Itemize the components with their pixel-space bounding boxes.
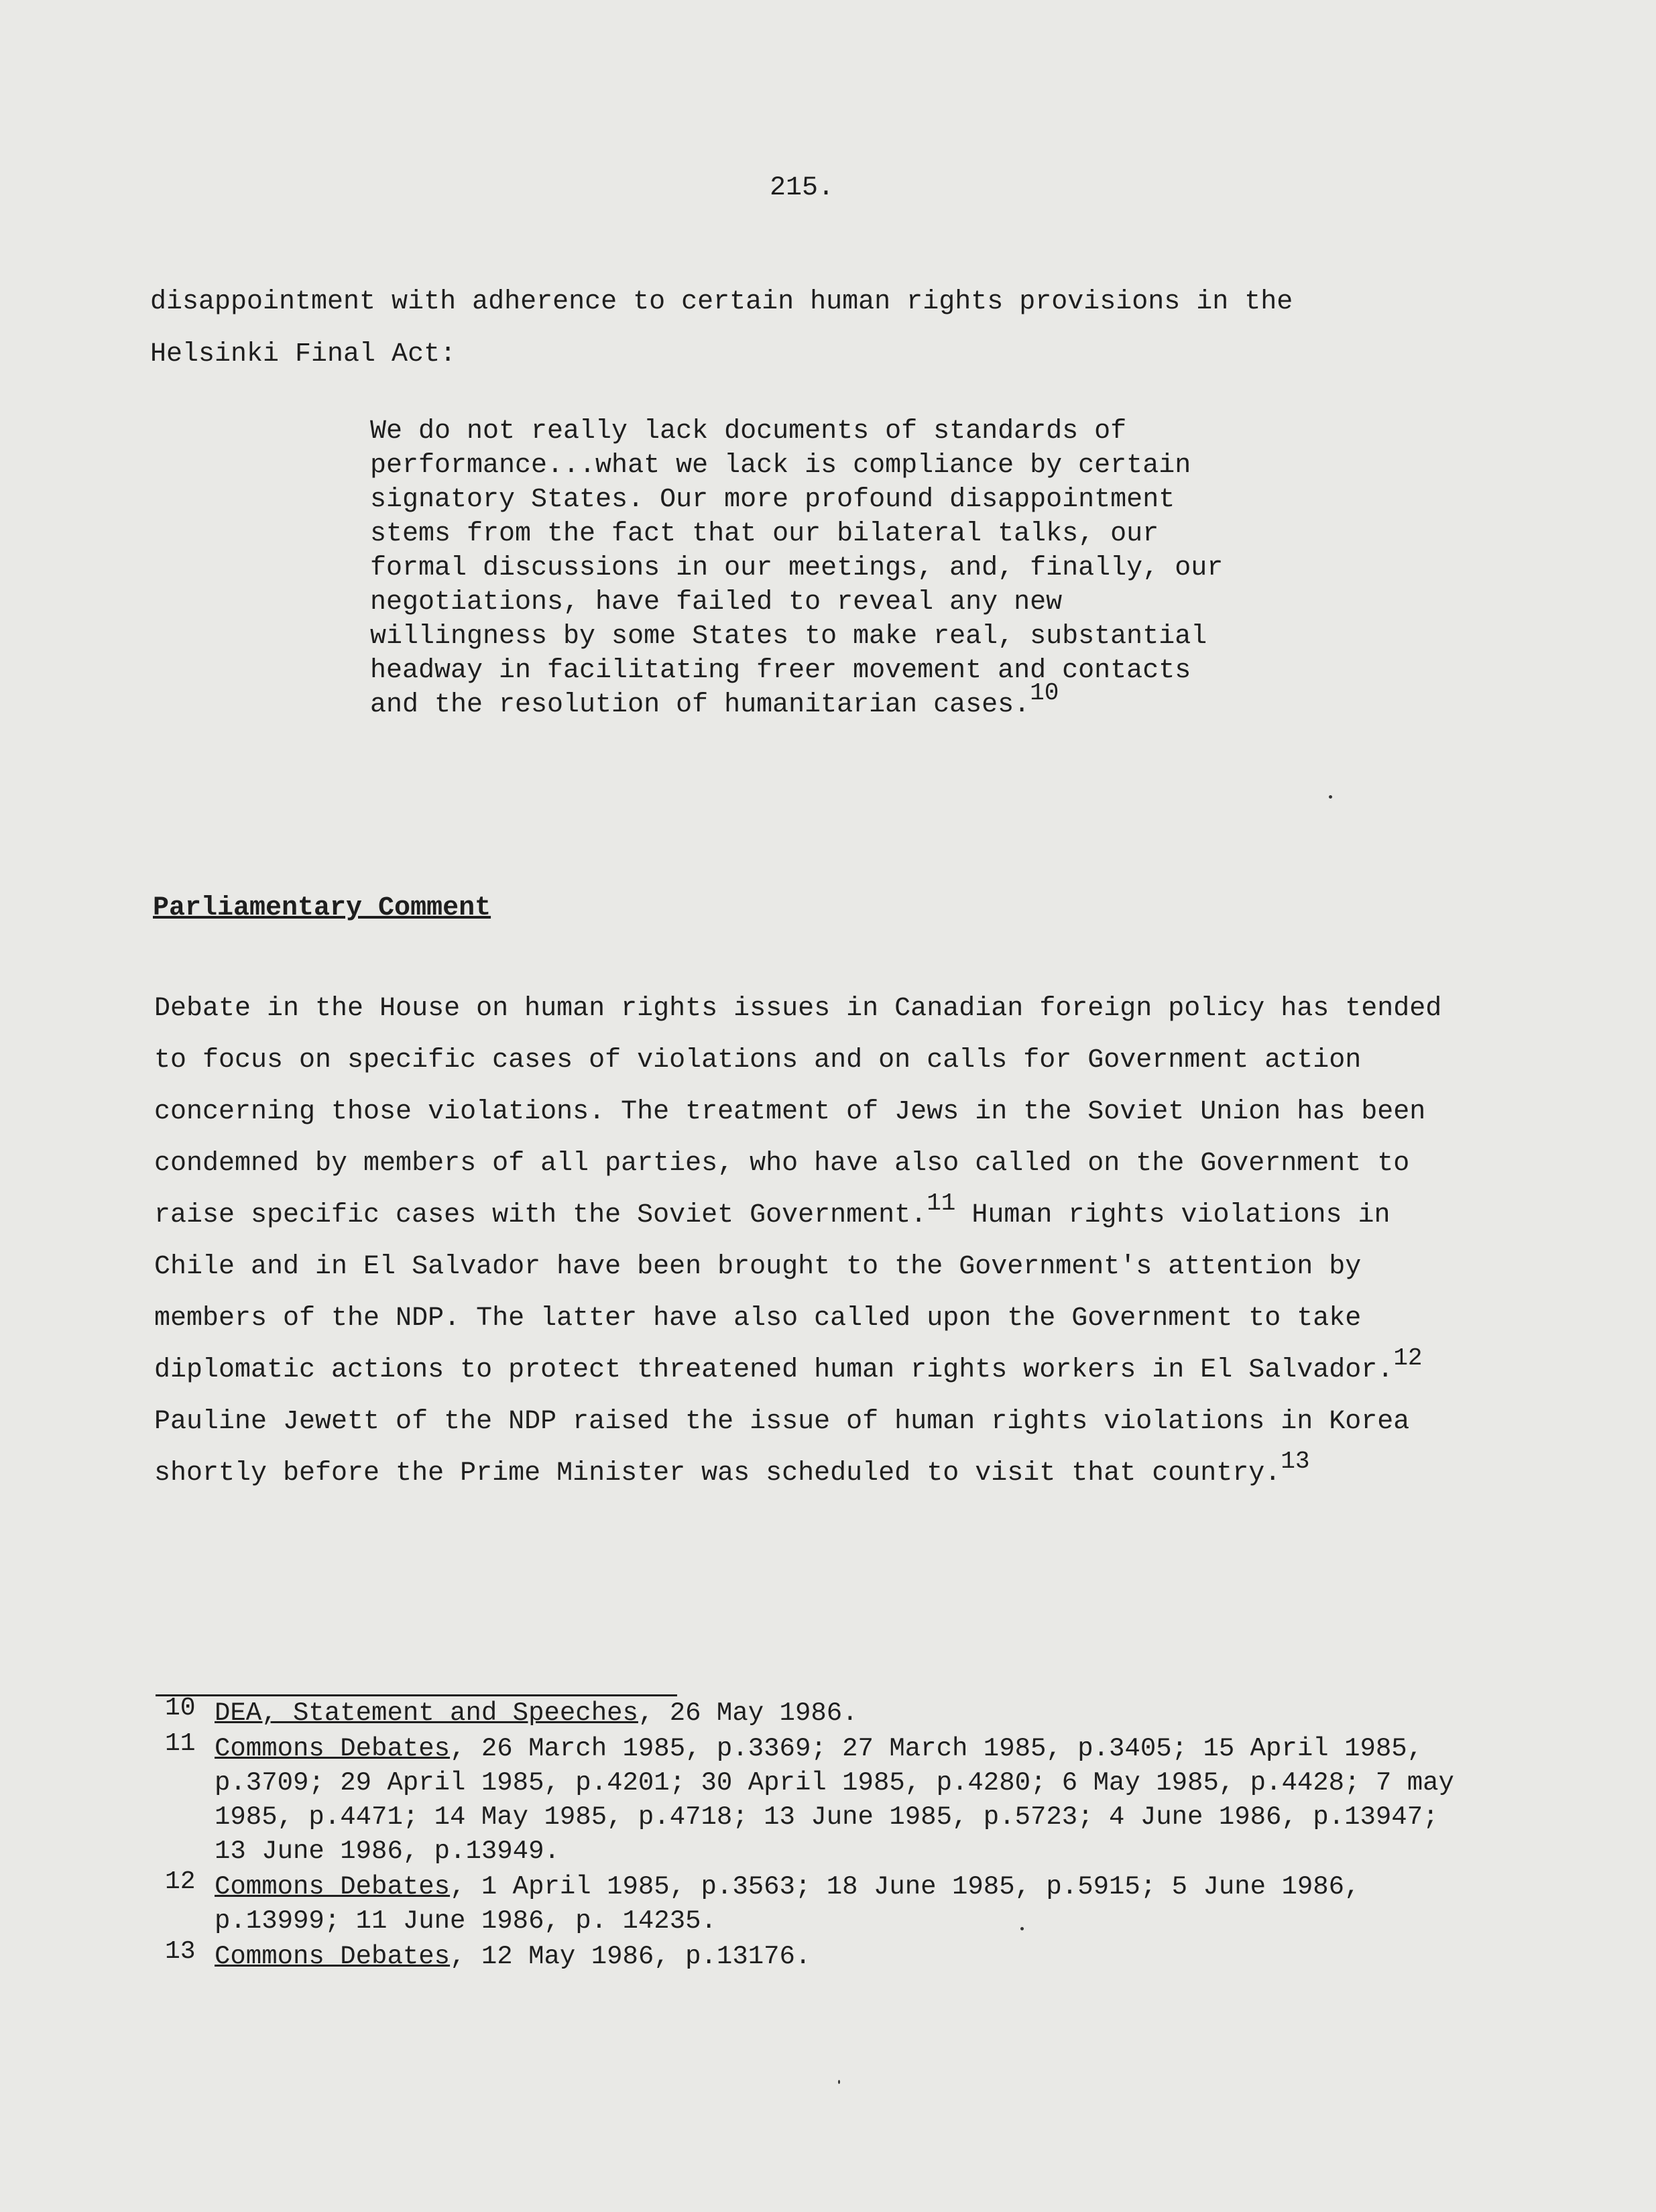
footnote-12 [165, 1867, 1472, 1938]
footnote-text: , 1 April 1985, p.3563; 18 June 1985, p.5915; 5 June 1986, p.13999; 11 June 1986, p. 14235. [215, 1872, 1360, 1936]
body-text-part1: Debate in the House on human rights issues in Canadian foreign policy has tended to focus on specific cases of violations and on calls for Government action concerning those violations. The treatment of Jews in the Soviet Union has been condemned by members of all parties, who have also called on the Government to raise specific cases with the Soviet Government. [154, 994, 1442, 1230]
block-quote [370, 414, 1242, 722]
footnote-11 [165, 1729, 1472, 1869]
footnote-10 [165, 1696, 1472, 1731]
paper-speck [1329, 795, 1332, 799]
footnote-number: 12 [165, 1867, 196, 1896]
footnote-ref-12: 12 [1393, 1344, 1423, 1372]
section-heading: Parliamentary Comment [153, 893, 491, 923]
body-text-part3: Pauline Jewett of the NDP raised the issue of human rights violations in Korea shortly before the Prime Minister was scheduled to visit that country. [154, 1407, 1410, 1489]
footnote-source: Commons Debates [215, 1942, 451, 1971]
footnote-ref-13: 13 [1281, 1448, 1310, 1475]
footnote-source: Commons Debates [215, 1872, 451, 1902]
footnote-source: DEA, Statement and Speeches [215, 1698, 638, 1728]
footnote-source: Commons Debates [215, 1734, 451, 1763]
paper-speck [1020, 1927, 1024, 1930]
paper-speck [838, 2080, 840, 2084]
footnote-text: , 12 May 1986, p.13176. [450, 1942, 811, 1971]
footnotes [165, 1696, 1472, 1975]
body-text-part2: Human rights violations in Chile and in El Salvador have been brought to the Government's attention by members of the NDP. The latter have also called upon the Government to take diplomatic actions to protect threatened human rights workers in El Salvador. [154, 1200, 1394, 1385]
footnote-number: 13 [165, 1937, 196, 1966]
footnote-number: 11 [165, 1729, 196, 1758]
body-paragraph [154, 983, 1462, 1499]
footnote-ref-11: 11 [927, 1189, 956, 1217]
footnote-text: , 26 May 1986. [638, 1698, 858, 1728]
footnote-ref-10: 10 [1030, 679, 1059, 707]
footnote-text: , 26 March 1985, p.3369; 27 March 1985, p.3405; 15 April 1985, p.3709; 29 April 1985, p.4201; 30 April 1985, p.4280; 6 May 1985, p.4428; 7 may 1985, p.4471; 14 May 1985, p.4718; 13 June 1985, p.5723; 4 June 1986, p.13947; 13 June 1986, p.13949. [215, 1734, 1454, 1866]
footnote-13 [165, 1937, 1472, 1974]
intro-paragraph: disappointment with adherence to certain human rights provisions in the Helsinki Final Act: [150, 287, 1293, 369]
quote-text: We do not really lack documents of standards of performance...what we lack is compliance by certain signatory States. Our more profound disappointment stems from the fact that our bilateral talks, our formal discussions in our meetings, and, finally, our negotiations, have failed to reveal any new willingness by some States to make real, substantial headway in facilitating freer movement and contacts and the resolution of humanitarian cases. [370, 416, 1224, 720]
page-number: 215. [770, 173, 835, 203]
footnote-number: 10 [165, 1694, 196, 1723]
